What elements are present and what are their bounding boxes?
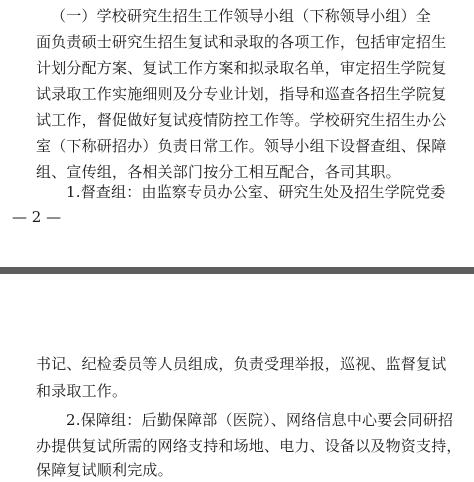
paragraph-line: （一）学校研究生招生工作领导小组（下称领导小组）全	[51, 7, 432, 25]
paragraph-line: 保障复试顺利完成。	[36, 461, 173, 479]
paragraph-line: 1.督查组：由监察专员办公室、研究生处及招生学院党委	[66, 183, 446, 201]
page-number: — 2 —	[12, 208, 62, 226]
paragraph-line: 计划分配方案、复试工作方案和拟录取名单，审定招生学院复	[36, 59, 447, 77]
paragraph-line: 试录取工作实施细则及分专业计划，指导和巡查各招生学院复	[36, 85, 447, 103]
paragraph-line: 室（下称研招办）负责日常工作。领导小组下设督查组、保障	[36, 137, 447, 155]
document-page-lower	[0, 274, 474, 482]
paragraph-line: 2.保障组：后勤保障部（医院）、网络信息中心要会同研招	[66, 411, 454, 429]
paragraph-line: 面负责硕士研究生招生复试和录取的各项工作，包括审定招生	[36, 33, 447, 51]
document-page-upper	[0, 0, 474, 232]
page-divider-band	[0, 267, 474, 274]
paragraph-line: 试工作，督促做好复试疫情防控工作等。学校研究生招生办公	[36, 111, 447, 129]
paragraph-line: 书记、纪检委员等人员组成，负责受理举报，巡视、监督复试	[36, 355, 447, 373]
paragraph-line: 办提供复试所需的网络支持和场地、电力、设备以及物资支持，	[36, 437, 462, 455]
paragraph-line: 和录取工作。	[36, 382, 128, 400]
paragraph-line: 组、宣传组，各相关部门按分工相互配合，各司其职。	[36, 163, 401, 181]
page-separator	[0, 232, 474, 274]
